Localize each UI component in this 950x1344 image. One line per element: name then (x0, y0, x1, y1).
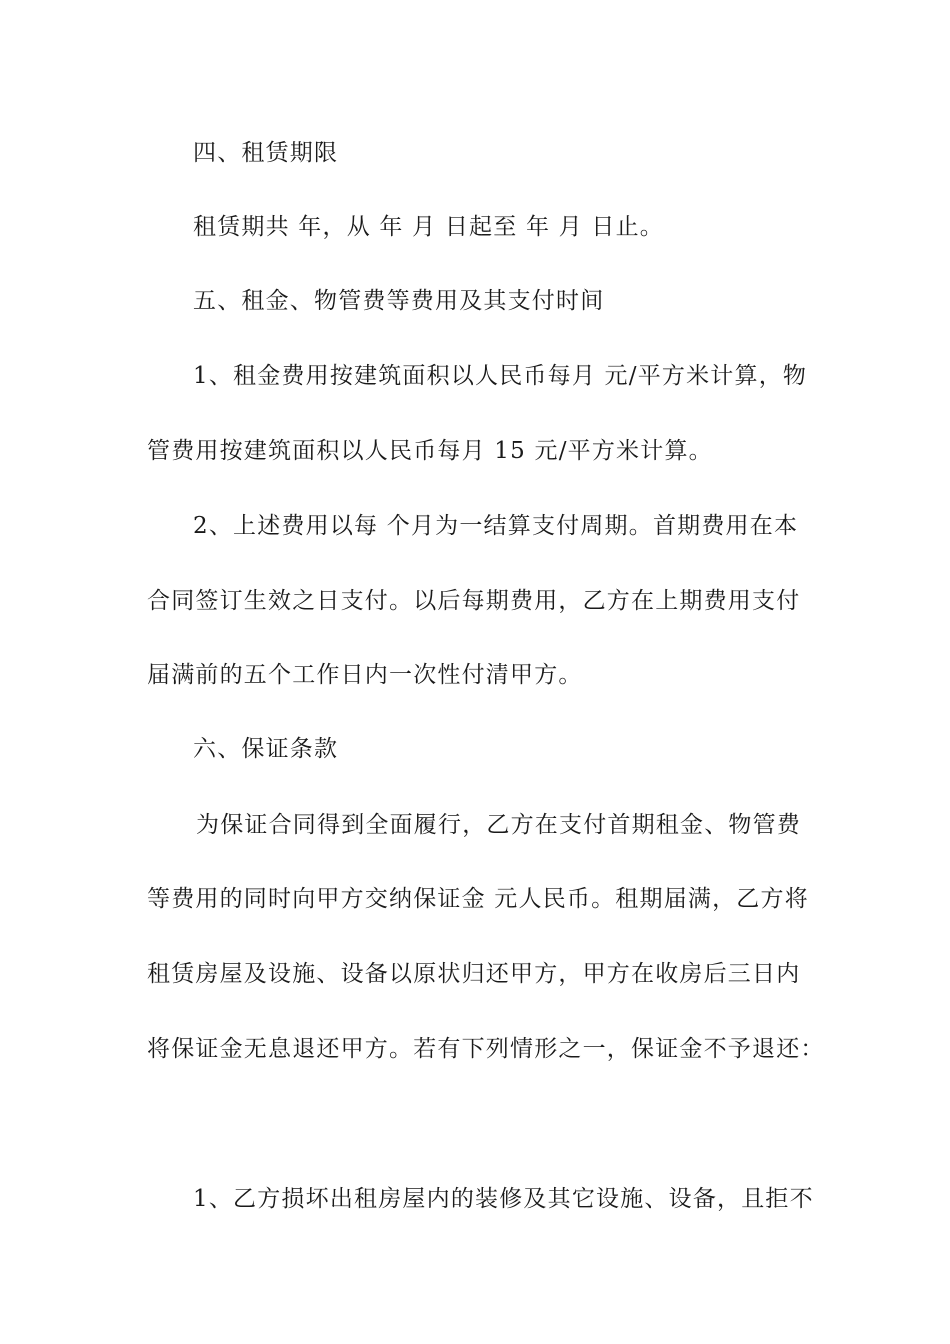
section-6-heading: 六、保证条款 (193, 736, 339, 762)
clause-5-2-line-3: 届满前的五个工作日内一次性付清甲方。 (147, 662, 583, 688)
clause-5-2-line-1: 2、上述费用以每 个月为一结算支付周期。首期费用在本 (193, 513, 799, 539)
clause-5-1-line-1: 1、租金费用按建筑面积以人民币每月 元/平方米计算，物 (193, 363, 808, 389)
section-6-body-line-2: 等费用的同时向甲方交纳保证金 元人民币。租期届满，乙方将 (147, 886, 809, 912)
clause-5-1-line-2: 管费用按建筑面积以人民币每月 15 元/平方米计算。 (147, 438, 713, 464)
clause-5-2-line-2: 合同签订生效之日支付。以后每期费用，乙方在上期费用支付 (147, 588, 801, 614)
section-6-body-line-3: 租赁房屋及设施、设备以原状归还甲方，甲方在收房后三日内 (147, 961, 801, 987)
section-6-body-line-4: 将保证金无息退还甲方。若有下列情形之一，保证金不予退还： (147, 1036, 825, 1062)
clause-6-1-line-1: 1、乙方损坏出租房屋内的装修及其它设施、设备，且拒不 (193, 1186, 814, 1212)
section-5-heading: 五、租金、物管费等费用及其支付时间 (193, 288, 605, 314)
section-4-body: 租赁期共 年，从 年 月 日起至 年 月 日止。 (193, 214, 664, 240)
section-4-heading: 四、租赁期限 (193, 140, 339, 166)
section-6-body-line-1: 为保证合同得到全面履行，乙方在支付首期租金、物管费 (196, 812, 801, 838)
